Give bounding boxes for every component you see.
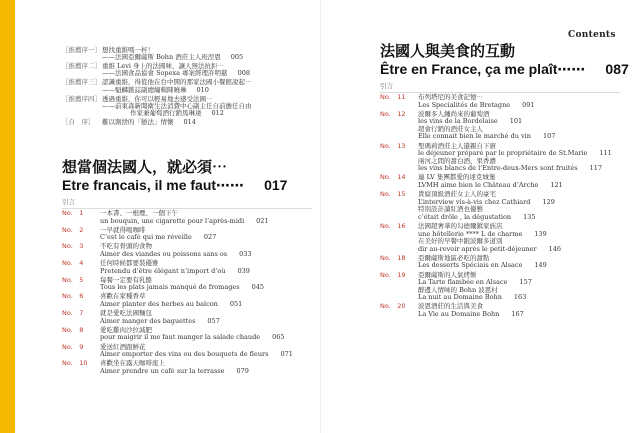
entry-text: La Vie au Domaine Bohn [418, 310, 500, 319]
page-number: 157 [519, 278, 532, 287]
entry-text: 不吃有骨頭的食物 [100, 242, 152, 251]
page-number: 135 [523, 212, 536, 221]
section-title-zh: 法國人與美食的互動 [380, 42, 516, 60]
entry-text: C’est le café qui me réveille [100, 233, 192, 242]
entry-text: une hôtellerie **** L de charme [418, 229, 523, 238]
entry-text: 波爾多人鍾尚來的葡萄酒 [418, 109, 490, 118]
entry-line [100, 284, 312, 292]
entry-text: La nuit au Domaine Bohn [418, 293, 502, 302]
entry-text: 在美好的早餐中跟波爾多道別 [418, 237, 503, 246]
entry-text: 一本書、一根煙、一個下午 [100, 209, 178, 217]
page-number: 014 [183, 118, 196, 127]
page-number: 163 [513, 293, 527, 302]
toc-entry [380, 111, 620, 141]
entry-text: 愛送紅酒跟鮮花 [100, 342, 146, 351]
entry-text: les vins blancs de l’Entre-deux-Mers sont fruités [418, 164, 578, 173]
entry-number: No. 14 [380, 173, 406, 182]
toc-entry [380, 174, 620, 189]
entry-text: 波恩酒莊的生活與美食 [418, 302, 483, 311]
entry-number: No. 13 [380, 141, 406, 150]
contents-header: Contents [568, 30, 616, 40]
preface-label: ［推薦序一］ [62, 46, 101, 54]
page-number: 167 [511, 310, 524, 319]
toc-entry [62, 210, 312, 225]
entry-number: No. 7 [62, 309, 84, 318]
toc-entry [380, 191, 620, 221]
toc-entry [62, 293, 312, 308]
toc-entry [380, 223, 620, 253]
entry-text: Aimer emporter des vins ou des bouquets de fleurs [100, 350, 269, 359]
page-number: 008 [237, 69, 250, 78]
entry-number: No. 8 [62, 325, 84, 334]
entry-text: pour maigrir il me faut manger la salade chaude [100, 333, 261, 342]
entry-text: 亞爾薩斯的人氣烤餅 [418, 270, 477, 279]
toc-entry [62, 344, 312, 359]
entry-number: No. 2 [62, 225, 84, 234]
page-number: 071 [280, 350, 293, 359]
section-title-fr: Être en France, ça me plaît⋯⋯ 087 [380, 61, 629, 77]
toc-entry [380, 272, 620, 302]
entry-text: Elle connait bien le marché du vin [418, 132, 531, 141]
entry-text: un bouquin, une cigarette pour l’après-midi [100, 216, 245, 225]
page-number: 027 [203, 233, 217, 242]
page-number: 117 [589, 164, 602, 173]
page-number: 139 [534, 229, 547, 238]
entry-number: No. 18 [380, 253, 406, 262]
section-2 [380, 42, 629, 320]
preface-item [62, 96, 312, 118]
entry-line [100, 334, 312, 342]
entry-text: 愛吃雞肉沙拉減肥 [100, 325, 152, 334]
entry-number: No. 9 [62, 342, 84, 351]
entry-text: Aimer manger des baguettes [100, 316, 196, 325]
entry-text: 一早就得喝咖啡 [100, 225, 146, 234]
entry-text: 就是愛吃法國麵包 [100, 309, 152, 318]
entry-number: No. 20 [380, 302, 406, 311]
entry-line [418, 214, 620, 222]
entry-text: Les Specialités de Bretagne [418, 100, 511, 109]
yellow-edge-bar [0, 0, 15, 433]
preface-line: 認識重維，得從他在台中開的那家法國小餐館說起⋯ [102, 78, 252, 87]
entry-text: 聖瑪莉酒莊主人還親自下廚 [418, 141, 496, 150]
section-page-number: 087 [605, 61, 629, 77]
page-number: 045 [251, 283, 264, 292]
page-number: 033 [239, 249, 252, 258]
entry-text: 貴腐頂級酒莊女主人的豪宅 [418, 190, 496, 199]
section-title-zh: 想當個法國人，就必須⋯ [62, 158, 228, 176]
preface-line: ——魁麟雜誌副總編輯陳曉琳 [102, 85, 187, 94]
entry-text: 布列塔尼的美食記憶⋯ [418, 93, 483, 101]
section-1 [62, 158, 312, 377]
entry-list [380, 94, 620, 319]
preface-label: ［推薦序二］ [62, 62, 101, 71]
entry-text: dir au-revoir après le petit-déjeuner [418, 244, 537, 253]
page-number: 146 [548, 244, 561, 253]
toc-entry [62, 327, 312, 342]
page-number: 065 [272, 333, 285, 342]
entry-number: No. 11 [380, 93, 406, 101]
entry-line [100, 268, 312, 276]
entry-list [62, 210, 312, 375]
entry-line [418, 102, 620, 110]
page-number: 021 [256, 216, 269, 225]
divider [380, 92, 620, 93]
entry-line [100, 301, 312, 309]
entry-number: No. 6 [62, 292, 84, 301]
preface-line: 難以割捨的「戀法」情懷 [102, 118, 174, 127]
entry-line [418, 294, 620, 302]
entry-text: Les desserts Spéciais en Alsace [418, 261, 523, 270]
entry-text: 任何時候都要裝優雅 [100, 259, 159, 268]
entry-text: 超會行銷的酒莊女主人 [418, 124, 483, 133]
entry-text: L’interview vis-à-vis chez Cathiard [418, 197, 531, 206]
page-number: 012 [211, 109, 224, 118]
page-number: 101 [509, 117, 523, 126]
entry-number: No. 3 [62, 242, 84, 251]
entry-text: LVMH aime bien le Château d’Arche [418, 181, 539, 190]
preface-line: 重維 Levi 身上的法國味，讓人無法抗拒⋯ [102, 62, 225, 71]
page-number: 121 [550, 181, 563, 190]
entry-line [418, 246, 620, 254]
entry-text: 法國超奢華的勾德爾鎮家族店 [418, 222, 503, 230]
entry-text: 亞爾薩斯地區必吃的甜點 [418, 253, 490, 262]
entry-number: No. 19 [380, 270, 406, 279]
entry-text: 特別設計讀紅酒也優雅 [418, 205, 483, 214]
entry-text: Aimer prendre un café sur la terrasse [100, 366, 225, 375]
toc-entry [62, 243, 312, 258]
section-title-fr: Etre francais, il me faut⋯⋯ 017 [62, 177, 288, 193]
toc-entry [380, 143, 620, 173]
preface-line: 作家兼葡萄酒行銷馬琳達 [130, 109, 202, 118]
page-gutter [320, 0, 321, 433]
preface-item [62, 47, 312, 61]
page-number: 010 [196, 85, 209, 94]
page-number: 107 [542, 132, 556, 141]
entry-line [418, 165, 620, 173]
entry-line [418, 133, 620, 141]
section-page-number: 017 [264, 177, 288, 193]
page-number: 005 [230, 53, 244, 62]
entry-number: No. 1 [62, 209, 84, 217]
entry-text: 連 LV 集團都愛的達克城堡 [418, 173, 496, 182]
preface-label: ［自 序］ [62, 118, 95, 127]
toc-entry [380, 255, 620, 270]
entry-line [418, 262, 620, 270]
page-number: 129 [542, 197, 555, 206]
entry-text: Tous les plats jamais manqué de fromages [100, 283, 240, 292]
entry-text: les vins de la Bordelaise [418, 117, 498, 126]
entry-line [100, 218, 312, 226]
entry-number: No. 5 [62, 275, 84, 284]
preface-item [62, 63, 312, 77]
page-number: 039 [237, 266, 250, 275]
preface-list [62, 47, 312, 128]
page-number: 149 [534, 261, 547, 270]
preface-line: 想找重維嗎一杯！ [102, 46, 154, 54]
toc-entry [62, 277, 312, 292]
intro-label: 引言 [380, 82, 393, 90]
page-number: 057 [207, 316, 220, 325]
entry-line [100, 251, 312, 259]
page-number: 111 [599, 149, 612, 158]
entry-text: 兩河之間的甜白酒、果香濃 [418, 156, 496, 165]
page-number: 091 [522, 100, 535, 109]
preface-line: ——前東森新聞衛生法消費中心副主任自前擔任自由 [102, 101, 252, 110]
entry-text: Pretendu d’être élégant n’import d’où [100, 266, 226, 275]
toc-entry [62, 360, 312, 375]
entry-line [100, 234, 312, 242]
preface-line: ——法國食品協會 Sopexa 專案經理許明慈 [102, 69, 228, 78]
preface-line: ——法國亞爾薩斯 Bohn 酒莊主人班涅恩 [102, 53, 221, 62]
preface-label: ［推薦序四］ [62, 94, 101, 103]
preface-item [62, 119, 312, 126]
preface-item [62, 79, 312, 93]
entry-text: La Tarte flambée en Alsace [418, 278, 508, 287]
entry-text: Aimer planter des herbes au balcon [100, 300, 218, 309]
intro-label: 引言 [62, 198, 75, 206]
entry-line [100, 368, 312, 376]
toc-entry [380, 303, 620, 318]
toc-entry [380, 94, 620, 109]
entry-line [418, 182, 620, 190]
entry-text: Aimer des viandes ou poissons sans os [100, 249, 228, 258]
entry-line [100, 318, 312, 326]
entry-number: No. 16 [380, 222, 406, 230]
toc-entry [62, 227, 312, 242]
entry-text: 醉邊人情味的 Bohn 波恩村 [418, 285, 498, 294]
page-number: 051 [229, 300, 243, 309]
entry-number: No. 12 [380, 109, 406, 118]
entry-text: 每餐一定要有乳酪 [100, 275, 152, 284]
page-number: 079 [236, 366, 249, 375]
entry-text: c’était drôle , la dégustation [418, 212, 512, 221]
toc-entry [62, 310, 312, 325]
toc-entry [62, 260, 312, 275]
entry-line [418, 311, 620, 319]
entry-text: 喜歡在家種香草 [100, 292, 146, 301]
entry-line [100, 351, 312, 359]
preface-label: ［推薦序三］ [62, 78, 101, 87]
entry-text: 喜歡坐在露天咖啡座上 [100, 359, 165, 368]
entry-number: No. 10 [62, 359, 88, 368]
entry-text: le déjeuner préparé par le propriétaire de St.Marie [418, 149, 588, 158]
entry-number: No. 15 [380, 190, 406, 199]
entry-number: No. 4 [62, 259, 84, 268]
preface-line: 透過重維，你可以輕易地去感受法國⋯ [102, 94, 213, 103]
